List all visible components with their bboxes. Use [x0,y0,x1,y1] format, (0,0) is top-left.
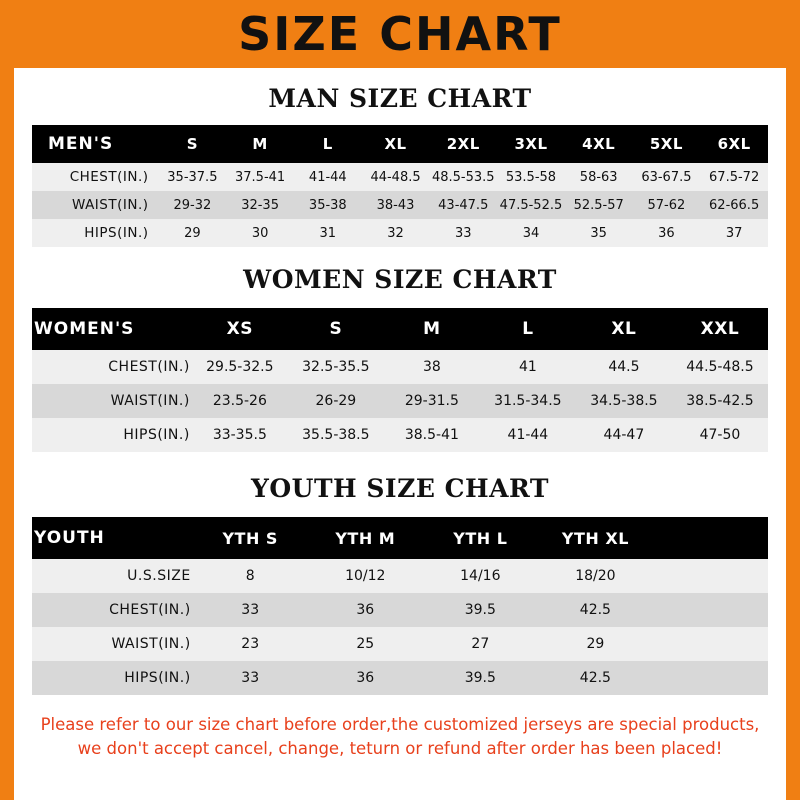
youth-hips-s: 33 [241,670,260,686]
youth-chest-l: 39.5 [464,602,496,618]
man-section-title: MAN SIZE CHART [268,84,532,113]
table-row [32,384,768,418]
women-waist-m: 29-31.5 [404,393,459,409]
youth-size-section [14,474,786,695]
man-row-label-chest: CHEST(IN.) [69,169,149,185]
table-row [32,593,768,627]
youth-header-s: YTH S [222,528,278,548]
man-hips-m: 30 [251,225,269,241]
man-waist-2xl: 43-47.5 [438,197,489,213]
man-chest-5xl: 63-67.5 [641,169,692,185]
table-header-row [32,308,768,350]
man-chest-s: 35-37.5 [167,169,218,185]
women-chest-m: 38 [422,359,441,375]
youth-ussize-m: 10/12 [345,568,386,584]
man-header-m: M [252,135,268,153]
man-hips-3xl: 34 [522,225,540,241]
man-header-5xl: 5XL [649,135,683,153]
youth-waist-s: 23 [241,636,260,652]
women-header-label: WOMEN'S [34,319,135,339]
table-header-row [32,125,768,163]
women-waist-xl: 34.5-38.5 [590,393,658,409]
women-row-label-hips: HIPS(IN.) [123,427,190,443]
youth-row-label-ussize: U.S.SIZE [127,568,191,584]
man-header-6xl: 6XL [717,135,751,153]
man-waist-l: 35-38 [308,197,347,213]
man-hips-s: 29 [184,225,201,241]
footer-note [14,713,786,761]
youth-header-l: YTH L [453,528,508,548]
women-hips-xl: 44-47 [603,427,645,443]
youth-header-m: YTH M [335,528,396,548]
man-waist-4xl: 52.5-57 [573,197,624,213]
women-header-s: S [329,319,343,339]
man-header-2xl: 2XL [446,135,480,153]
man-chest-3xl: 53.5-58 [505,169,557,185]
women-table-body [32,350,768,452]
man-header-xl: XL [384,135,407,153]
youth-hips-blank [653,661,768,695]
man-hips-2xl: 33 [454,225,472,241]
youth-hips-m: 36 [356,670,375,686]
youth-ussize-l: 14/16 [460,568,501,584]
women-row-label-waist: WAIST(IN.) [110,393,190,409]
man-hips-4xl: 35 [590,225,607,241]
youth-chest-m: 36 [356,602,375,618]
man-table-header [32,125,768,163]
youth-row-label-chest: CHEST(IN.) [109,602,191,618]
youth-chest-s: 33 [241,602,260,618]
footer-note-line-1: Please refer to our size chart before order,the customized jerseys are special products, [40,715,760,734]
women-size-section [14,265,786,452]
man-header-3xl: 3XL [514,135,548,153]
women-hips-s: 35.5-38.5 [302,427,370,443]
youth-row-label-waist: WAIST(IN.) [111,636,191,652]
table-row [32,661,768,695]
women-chest-l: 41 [518,359,537,375]
man-waist-5xl: 57-62 [647,197,686,213]
man-chest-2xl: 48.5-53.5 [431,169,495,185]
header-banner [0,0,800,68]
table-row [32,627,768,661]
table-row [32,418,768,452]
youth-ussize-s: 8 [245,568,255,584]
youth-size-table [32,517,768,695]
man-waist-xl: 38-43 [376,197,415,213]
women-chest-xs: 29.5-32.5 [206,359,274,375]
women-row-label-chest: CHEST(IN.) [108,359,190,375]
youth-waist-blank [653,627,768,661]
youth-ussize-blank [653,559,768,593]
man-hips-xl: 32 [387,225,404,241]
youth-hips-l: 39.5 [464,670,496,686]
man-row-label-hips: HIPS(IN.) [84,225,149,241]
women-chest-xl: 44.5 [608,359,640,375]
youth-header-blank [653,517,768,559]
youth-table-header [32,517,768,559]
youth-chest-blank [653,593,768,627]
man-chest-m: 37.5-41 [235,169,286,185]
women-section-title: WOMEN SIZE CHART [243,265,557,294]
women-chest-s: 32.5-35.5 [302,359,370,375]
youth-waist-xl: 29 [586,636,605,652]
women-waist-l: 31.5-34.5 [494,393,562,409]
man-waist-3xl: 47.5-52.5 [499,197,563,213]
man-row-label-waist: WAIST(IN.) [71,197,149,213]
man-header-4xl: 4XL [582,135,616,153]
man-size-section [14,84,786,247]
man-hips-5xl: 36 [658,225,675,241]
youth-header-label: YOUTH [34,528,105,548]
table-row [32,350,768,384]
youth-waist-l: 27 [471,636,490,652]
table-row [32,559,768,593]
man-waist-m: 32-35 [241,197,279,213]
man-size-table [32,125,768,247]
youth-table-body [32,559,768,695]
table-row [32,163,768,191]
youth-row-label-hips: HIPS(IN.) [124,670,191,686]
women-hips-l: 41-44 [507,427,549,443]
youth-ussize-xl: 18/20 [575,568,616,584]
man-header-s: S [186,135,199,153]
man-chest-4xl: 58-63 [579,169,618,185]
women-header-l: L [522,319,534,339]
table-header-row [32,517,768,559]
youth-chest-xl: 42.5 [579,602,611,618]
table-row [32,191,768,219]
women-header-xs: XS [226,319,254,339]
women-hips-xs: 33-35.5 [212,427,267,443]
youth-waist-m: 25 [356,636,375,652]
women-header-m: M [423,319,441,339]
man-chest-6xl: 67.5-72 [709,169,760,185]
women-hips-xxl: 47-50 [699,427,741,443]
women-header-xl: XL [611,319,637,339]
man-chest-l: 41-44 [308,169,347,185]
page-title: SIZE CHART [238,7,562,61]
women-hips-m: 38.5-41 [404,427,459,443]
women-size-table [32,308,768,452]
table-row [32,219,768,247]
youth-header-xl: YTH XL [561,528,629,548]
man-chest-xl: 44-48.5 [370,169,421,185]
women-table-header [32,308,768,350]
man-hips-l: 31 [319,225,337,241]
man-table-body [32,163,768,247]
youth-section-title: YOUTH SIZE CHART [251,474,549,503]
women-chest-xxl: 44.5-48.5 [686,359,754,375]
youth-hips-xl: 42.5 [579,670,611,686]
man-waist-s: 29-32 [173,197,212,213]
women-waist-s: 26-29 [315,393,357,409]
man-hips-6xl: 37 [725,225,743,241]
women-waist-xs: 23.5-26 [212,393,267,409]
footer-note-line-2: we don't accept cancel, change, teturn or refund after order has been placed! [77,738,723,758]
women-waist-xxl: 38.5-42.5 [686,393,754,409]
man-header-label: MEN'S [48,134,114,154]
man-header-l: L [322,135,333,153]
man-waist-6xl: 62-66.5 [709,197,760,213]
women-header-xxl: XXL [700,319,740,339]
